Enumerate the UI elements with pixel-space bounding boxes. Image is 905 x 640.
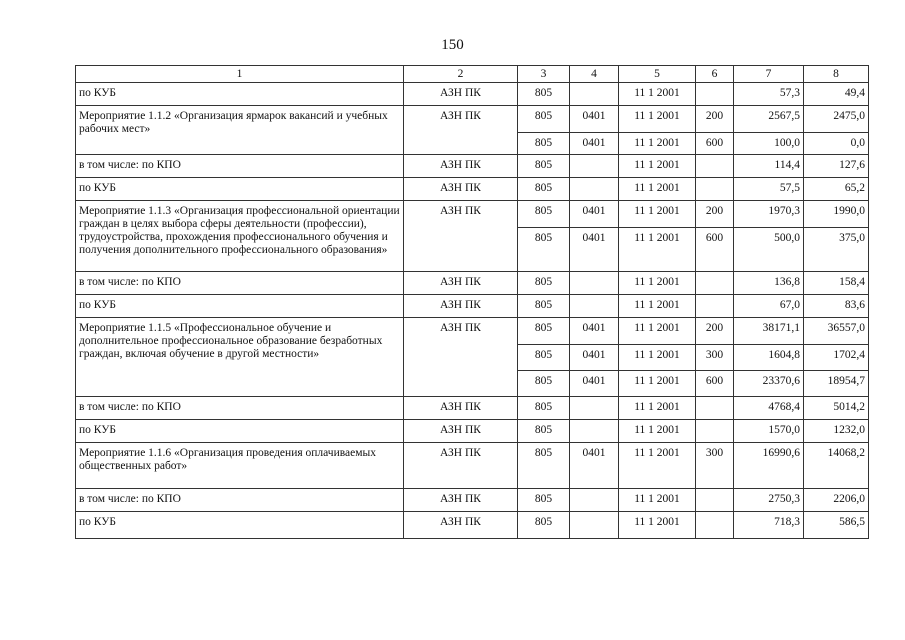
- code-cell: 805: [518, 345, 570, 371]
- section-cell: 0401: [570, 443, 619, 489]
- target-cell: 11 1 2001: [619, 295, 696, 318]
- value-cell-2020: 2475,0: [804, 106, 869, 133]
- row-label: в том числе: по КПО: [76, 489, 404, 512]
- code-cell: 805: [518, 443, 570, 489]
- agency-cell: АЗН ПК: [404, 272, 518, 295]
- table-row: [76, 420, 869, 443]
- code-cell: 805: [518, 318, 570, 345]
- table-row: [76, 83, 869, 106]
- header-row: [76, 66, 869, 83]
- section-cell: 0401: [570, 201, 619, 228]
- value-cell-2020: 5014,2: [804, 397, 869, 420]
- expense-type-cell: [696, 397, 734, 420]
- table-row: [76, 397, 869, 420]
- row-label: по КУБ: [76, 295, 404, 318]
- expense-type-cell: [696, 83, 734, 106]
- target-cell: 11 1 2001: [619, 318, 696, 345]
- code-cell: 805: [518, 512, 570, 539]
- value-cell-2019: 2750,3: [734, 489, 804, 512]
- agency-cell: АЗН ПК: [404, 295, 518, 318]
- code-cell: 805: [518, 295, 570, 318]
- target-cell: 11 1 2001: [619, 178, 696, 201]
- row-label: в том числе: по КПО: [76, 272, 404, 295]
- agency-cell: АЗН ПК: [404, 178, 518, 201]
- expense-type-cell: 200: [696, 201, 734, 228]
- value-cell-2019: 718,3: [734, 512, 804, 539]
- column-header: 1: [76, 66, 404, 83]
- table-row: [76, 106, 869, 133]
- code-cell: 805: [518, 489, 570, 512]
- section-cell: 0401: [570, 133, 619, 155]
- section-cell: 0401: [570, 371, 619, 397]
- target-cell: 11 1 2001: [619, 228, 696, 272]
- target-cell: 11 1 2001: [619, 420, 696, 443]
- agency-cell: АЗН ПК: [404, 489, 518, 512]
- value-cell-2019: 100,0: [734, 133, 804, 155]
- expense-type-cell: 300: [696, 345, 734, 371]
- table-body: [76, 83, 869, 539]
- value-cell-2020: 375,0: [804, 228, 869, 272]
- value-cell-2019: 1570,0: [734, 420, 804, 443]
- target-cell: 11 1 2001: [619, 397, 696, 420]
- agency-cell: АЗН ПК: [404, 397, 518, 420]
- section-cell: [570, 295, 619, 318]
- expense-type-cell: [696, 155, 734, 178]
- target-cell: 11 1 2001: [619, 489, 696, 512]
- table-row: [76, 318, 869, 345]
- table-row: [76, 155, 869, 178]
- table-row: [76, 272, 869, 295]
- value-cell-2020: 586,5: [804, 512, 869, 539]
- value-cell-2020: 127,6: [804, 155, 869, 178]
- agency-cell: АЗН ПК: [404, 512, 518, 539]
- code-cell: 805: [518, 106, 570, 133]
- section-cell: [570, 420, 619, 443]
- code-cell: 805: [518, 272, 570, 295]
- row-label: Мероприятие 1.1.2 «Организация ярмарок вакансий и учебных рабочих мест»: [76, 106, 404, 155]
- code-cell: 805: [518, 178, 570, 201]
- value-cell-2019: 57,3: [734, 83, 804, 106]
- value-cell-2019: 1604,8: [734, 345, 804, 371]
- column-header: 6: [696, 66, 734, 83]
- expense-type-cell: [696, 295, 734, 318]
- target-cell: 11 1 2001: [619, 106, 696, 133]
- target-cell: 11 1 2001: [619, 272, 696, 295]
- value-cell-2019: 136,8: [734, 272, 804, 295]
- section-cell: [570, 83, 619, 106]
- expense-type-cell: [696, 489, 734, 512]
- value-cell-2020: 83,6: [804, 295, 869, 318]
- code-cell: 805: [518, 155, 570, 178]
- code-cell: 805: [518, 83, 570, 106]
- agency-cell: АЗН ПК: [404, 443, 518, 489]
- expense-type-cell: 300: [696, 443, 734, 489]
- value-cell-2020: 49,4: [804, 83, 869, 106]
- expense-type-cell: 600: [696, 371, 734, 397]
- value-cell-2019: 114,4: [734, 155, 804, 178]
- target-cell: 11 1 2001: [619, 155, 696, 178]
- table-row: [76, 178, 869, 201]
- code-cell: 805: [518, 133, 570, 155]
- value-cell-2020: 0,0: [804, 133, 869, 155]
- section-cell: 0401: [570, 228, 619, 272]
- code-cell: 805: [518, 228, 570, 272]
- target-cell: 11 1 2001: [619, 371, 696, 397]
- expense-type-cell: [696, 178, 734, 201]
- expense-type-cell: 200: [696, 106, 734, 133]
- expense-type-cell: [696, 420, 734, 443]
- column-header: 2: [404, 66, 518, 83]
- section-cell: 0401: [570, 345, 619, 371]
- target-cell: 11 1 2001: [619, 133, 696, 155]
- value-cell-2019: 4768,4: [734, 397, 804, 420]
- value-cell-2020: 2206,0: [804, 489, 869, 512]
- value-cell-2019: 16990,6: [734, 443, 804, 489]
- code-cell: 805: [518, 397, 570, 420]
- value-cell-2020: 36557,0: [804, 318, 869, 345]
- code-cell: 805: [518, 371, 570, 397]
- value-cell-2019: 57,5: [734, 178, 804, 201]
- page-number: 150: [441, 37, 464, 53]
- value-cell-2019: 1970,3: [734, 201, 804, 228]
- expense-type-cell: 600: [696, 133, 734, 155]
- value-cell-2020: 1990,0: [804, 201, 869, 228]
- budget-table: [75, 65, 869, 539]
- section-cell: [570, 155, 619, 178]
- agency-cell: АЗН ПК: [404, 106, 518, 155]
- agency-cell: АЗН ПК: [404, 420, 518, 443]
- expense-type-cell: [696, 272, 734, 295]
- section-cell: [570, 489, 619, 512]
- column-header: 3: [518, 66, 570, 83]
- row-label: по КУБ: [76, 512, 404, 539]
- value-cell-2019: 67,0: [734, 295, 804, 318]
- code-cell: 805: [518, 420, 570, 443]
- target-cell: 11 1 2001: [619, 345, 696, 371]
- table-row: [76, 443, 869, 489]
- row-label: Мероприятие 1.1.5 «Профессиональное обучение и дополнительное профессиональное образование безработных граждан, включая обучение в другой местности»: [76, 318, 404, 397]
- row-label: в том числе: по КПО: [76, 397, 404, 420]
- row-label: по КУБ: [76, 420, 404, 443]
- column-header: 4: [570, 66, 619, 83]
- value-cell-2020: 14068,2: [804, 443, 869, 489]
- value-cell-2020: 1232,0: [804, 420, 869, 443]
- agency-cell: АЗН ПК: [404, 201, 518, 272]
- section-cell: [570, 178, 619, 201]
- agency-cell: АЗН ПК: [404, 318, 518, 397]
- row-label: Мероприятие 1.1.3 «Организация профессиональной ориентации граждан в целях выбора сферы деятельности (профессии), трудоустройства, прохождения профессионального обучения и получения дополнительного профессионального образования»: [76, 201, 404, 272]
- row-label: в том числе: по КПО: [76, 155, 404, 178]
- agency-cell: АЗН ПК: [404, 83, 518, 106]
- row-label: по КУБ: [76, 178, 404, 201]
- table-row: [76, 295, 869, 318]
- row-label: по КУБ: [76, 83, 404, 106]
- column-header: 8: [804, 66, 869, 83]
- target-cell: 11 1 2001: [619, 512, 696, 539]
- column-header: 5: [619, 66, 696, 83]
- expense-type-cell: 200: [696, 318, 734, 345]
- section-cell: [570, 272, 619, 295]
- value-cell-2020: 158,4: [804, 272, 869, 295]
- table-row: [76, 489, 869, 512]
- target-cell: 11 1 2001: [619, 443, 696, 489]
- agency-cell: АЗН ПК: [404, 155, 518, 178]
- table-row: [76, 201, 869, 228]
- row-label: Мероприятие 1.1.6 «Организация проведения оплачиваемых общественных работ»: [76, 443, 404, 489]
- section-cell: [570, 512, 619, 539]
- value-cell-2019: 38171,1: [734, 318, 804, 345]
- table-row: [76, 512, 869, 539]
- value-cell-2019: 500,0: [734, 228, 804, 272]
- value-cell-2020: 65,2: [804, 178, 869, 201]
- target-cell: 11 1 2001: [619, 201, 696, 228]
- value-cell-2019: 23370,6: [734, 371, 804, 397]
- section-cell: 0401: [570, 106, 619, 133]
- code-cell: 805: [518, 201, 570, 228]
- value-cell-2020: 18954,7: [804, 371, 869, 397]
- value-cell-2019: 2567,5: [734, 106, 804, 133]
- section-cell: [570, 397, 619, 420]
- expense-type-cell: 600: [696, 228, 734, 272]
- column-header: 7: [734, 66, 804, 83]
- section-cell: 0401: [570, 318, 619, 345]
- value-cell-2020: 1702,4: [804, 345, 869, 371]
- target-cell: 11 1 2001: [619, 83, 696, 106]
- expense-type-cell: [696, 512, 734, 539]
